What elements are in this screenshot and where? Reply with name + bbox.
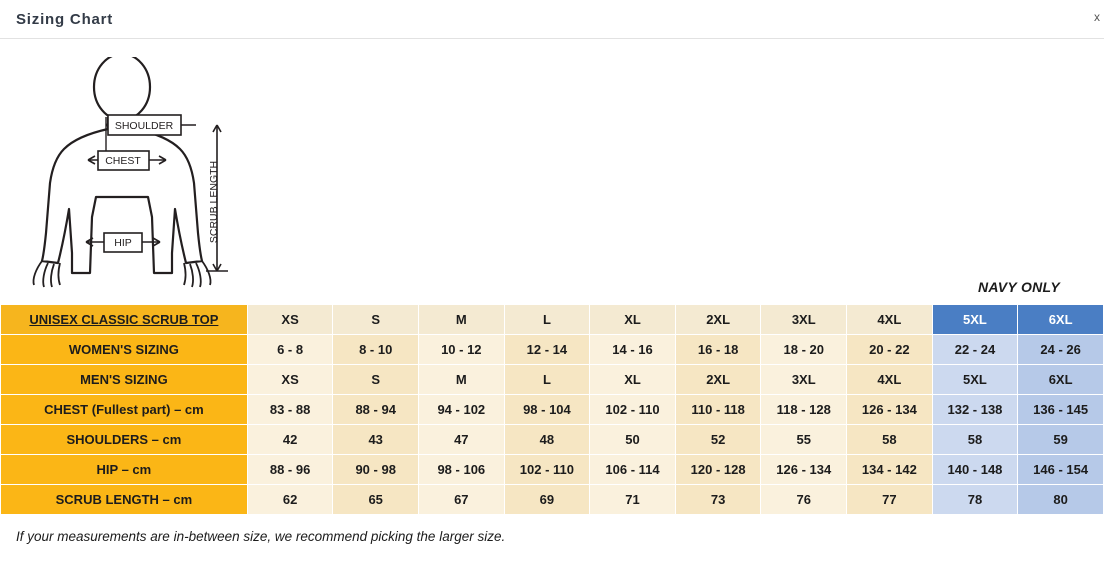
cell: 73 (675, 485, 761, 515)
table-header-6xl: 6XL (1018, 305, 1104, 335)
cell: 8 - 10 (333, 335, 419, 365)
cell: 55 (761, 425, 847, 455)
cell: 140 - 148 (932, 455, 1018, 485)
cell: 83 - 88 (247, 395, 333, 425)
cell: 6 - 8 (247, 335, 333, 365)
cell: 48 (504, 425, 590, 455)
cell: 14 - 16 (590, 335, 676, 365)
table-header-row (1, 305, 1104, 335)
cell: 22 - 24 (932, 335, 1018, 365)
cell: 90 - 98 (333, 455, 419, 485)
table-header-title: UNISEX CLASSIC SCRUB TOP (1, 305, 248, 335)
cell: 69 (504, 485, 590, 515)
table-header-2xl: 2XL (675, 305, 761, 335)
table-header-5xl: 5XL (932, 305, 1018, 335)
body-measurement-figure (20, 57, 290, 297)
cell: 58 (847, 425, 933, 455)
cell: 42 (247, 425, 333, 455)
cell: 4XL (847, 365, 933, 395)
navy-only-note: NAVY ONLY (977, 279, 1060, 295)
cell: 5XL (932, 365, 1018, 395)
cell: 120 - 128 (675, 455, 761, 485)
row-label-womens-sizing: WOMEN'S SIZING (1, 335, 248, 365)
row-label-chest: CHEST (Fullest part) – cm (1, 395, 248, 425)
cell: 88 - 96 (247, 455, 333, 485)
cell: 88 - 94 (333, 395, 419, 425)
cell: 78 (932, 485, 1018, 515)
cell: 2XL (675, 365, 761, 395)
row-label-scrub-length: SCRUB LENGTH – cm (1, 485, 248, 515)
cell: 67 (419, 485, 505, 515)
table-row (1, 365, 1104, 395)
cell: 20 - 22 (847, 335, 933, 365)
diagram-area (0, 39, 1104, 304)
cell: 47 (419, 425, 505, 455)
table-header-s: S (333, 305, 419, 335)
table-header-xl: XL (590, 305, 676, 335)
table-row (1, 455, 1104, 485)
cell: 118 - 128 (761, 395, 847, 425)
table-row (1, 335, 1104, 365)
cell: XS (247, 365, 333, 395)
table-header-3xl: 3XL (761, 305, 847, 335)
cell: 18 - 20 (761, 335, 847, 365)
cell: XL (590, 365, 676, 395)
cell: 12 - 14 (504, 335, 590, 365)
cell: 62 (247, 485, 333, 515)
table-header-m: M (419, 305, 505, 335)
cell: 98 - 106 (419, 455, 505, 485)
table-header-l: L (504, 305, 590, 335)
cell: 65 (333, 485, 419, 515)
page-header (0, 0, 1104, 39)
cell: 134 - 142 (847, 455, 933, 485)
cell: 43 (333, 425, 419, 455)
cell: 58 (932, 425, 1018, 455)
table-row (1, 425, 1104, 455)
cell: 102 - 110 (504, 455, 590, 485)
row-label-shoulders: SHOULDERS – cm (1, 425, 248, 455)
chest-label-text: CHEST (105, 155, 141, 167)
cell: 3XL (761, 365, 847, 395)
page-title: Sizing Chart (16, 10, 114, 28)
cell: 10 - 12 (419, 335, 505, 365)
cell: 94 - 102 (419, 395, 505, 425)
cell: 106 - 114 (590, 455, 676, 485)
table-row (1, 395, 1104, 425)
cell: 50 (590, 425, 676, 455)
scrub-length-label-text: SCRUB LENGTH (208, 160, 220, 244)
cell: 132 - 138 (932, 395, 1018, 425)
cell: 110 - 118 (675, 395, 761, 425)
table-header-xs: XS (247, 305, 333, 335)
cell: 146 - 154 (1018, 455, 1104, 485)
cell: 136 - 145 (1018, 395, 1104, 425)
shoulder-label-text: SHOULDER (114, 120, 174, 132)
cell: 126 - 134 (761, 455, 847, 485)
cell: 77 (847, 485, 933, 515)
cell: 16 - 18 (675, 335, 761, 365)
footnote: If your measurements are in-between size, we recommend picking the larger size. (16, 529, 506, 544)
cell: S (333, 365, 419, 395)
row-label-mens-sizing: MEN'S SIZING (1, 365, 248, 395)
figure-svg (20, 57, 290, 297)
table-header-4xl: 4XL (847, 305, 933, 335)
hip-label-text: HIP (114, 237, 132, 249)
cell: 98 - 104 (504, 395, 590, 425)
cell: 6XL (1018, 365, 1104, 395)
cell: M (419, 365, 505, 395)
cell: 59 (1018, 425, 1104, 455)
cell: 24 - 26 (1018, 335, 1104, 365)
cell: 80 (1018, 485, 1104, 515)
cell: L (504, 365, 590, 395)
header-right-marker: x (1094, 10, 1100, 24)
sizing-table (0, 304, 1104, 515)
table-row (1, 485, 1104, 515)
cell: 52 (675, 425, 761, 455)
cell: 76 (761, 485, 847, 515)
cell: 102 - 110 (590, 395, 676, 425)
row-label-hip: HIP – cm (1, 455, 248, 485)
cell: 71 (590, 485, 676, 515)
cell: 126 - 134 (847, 395, 933, 425)
